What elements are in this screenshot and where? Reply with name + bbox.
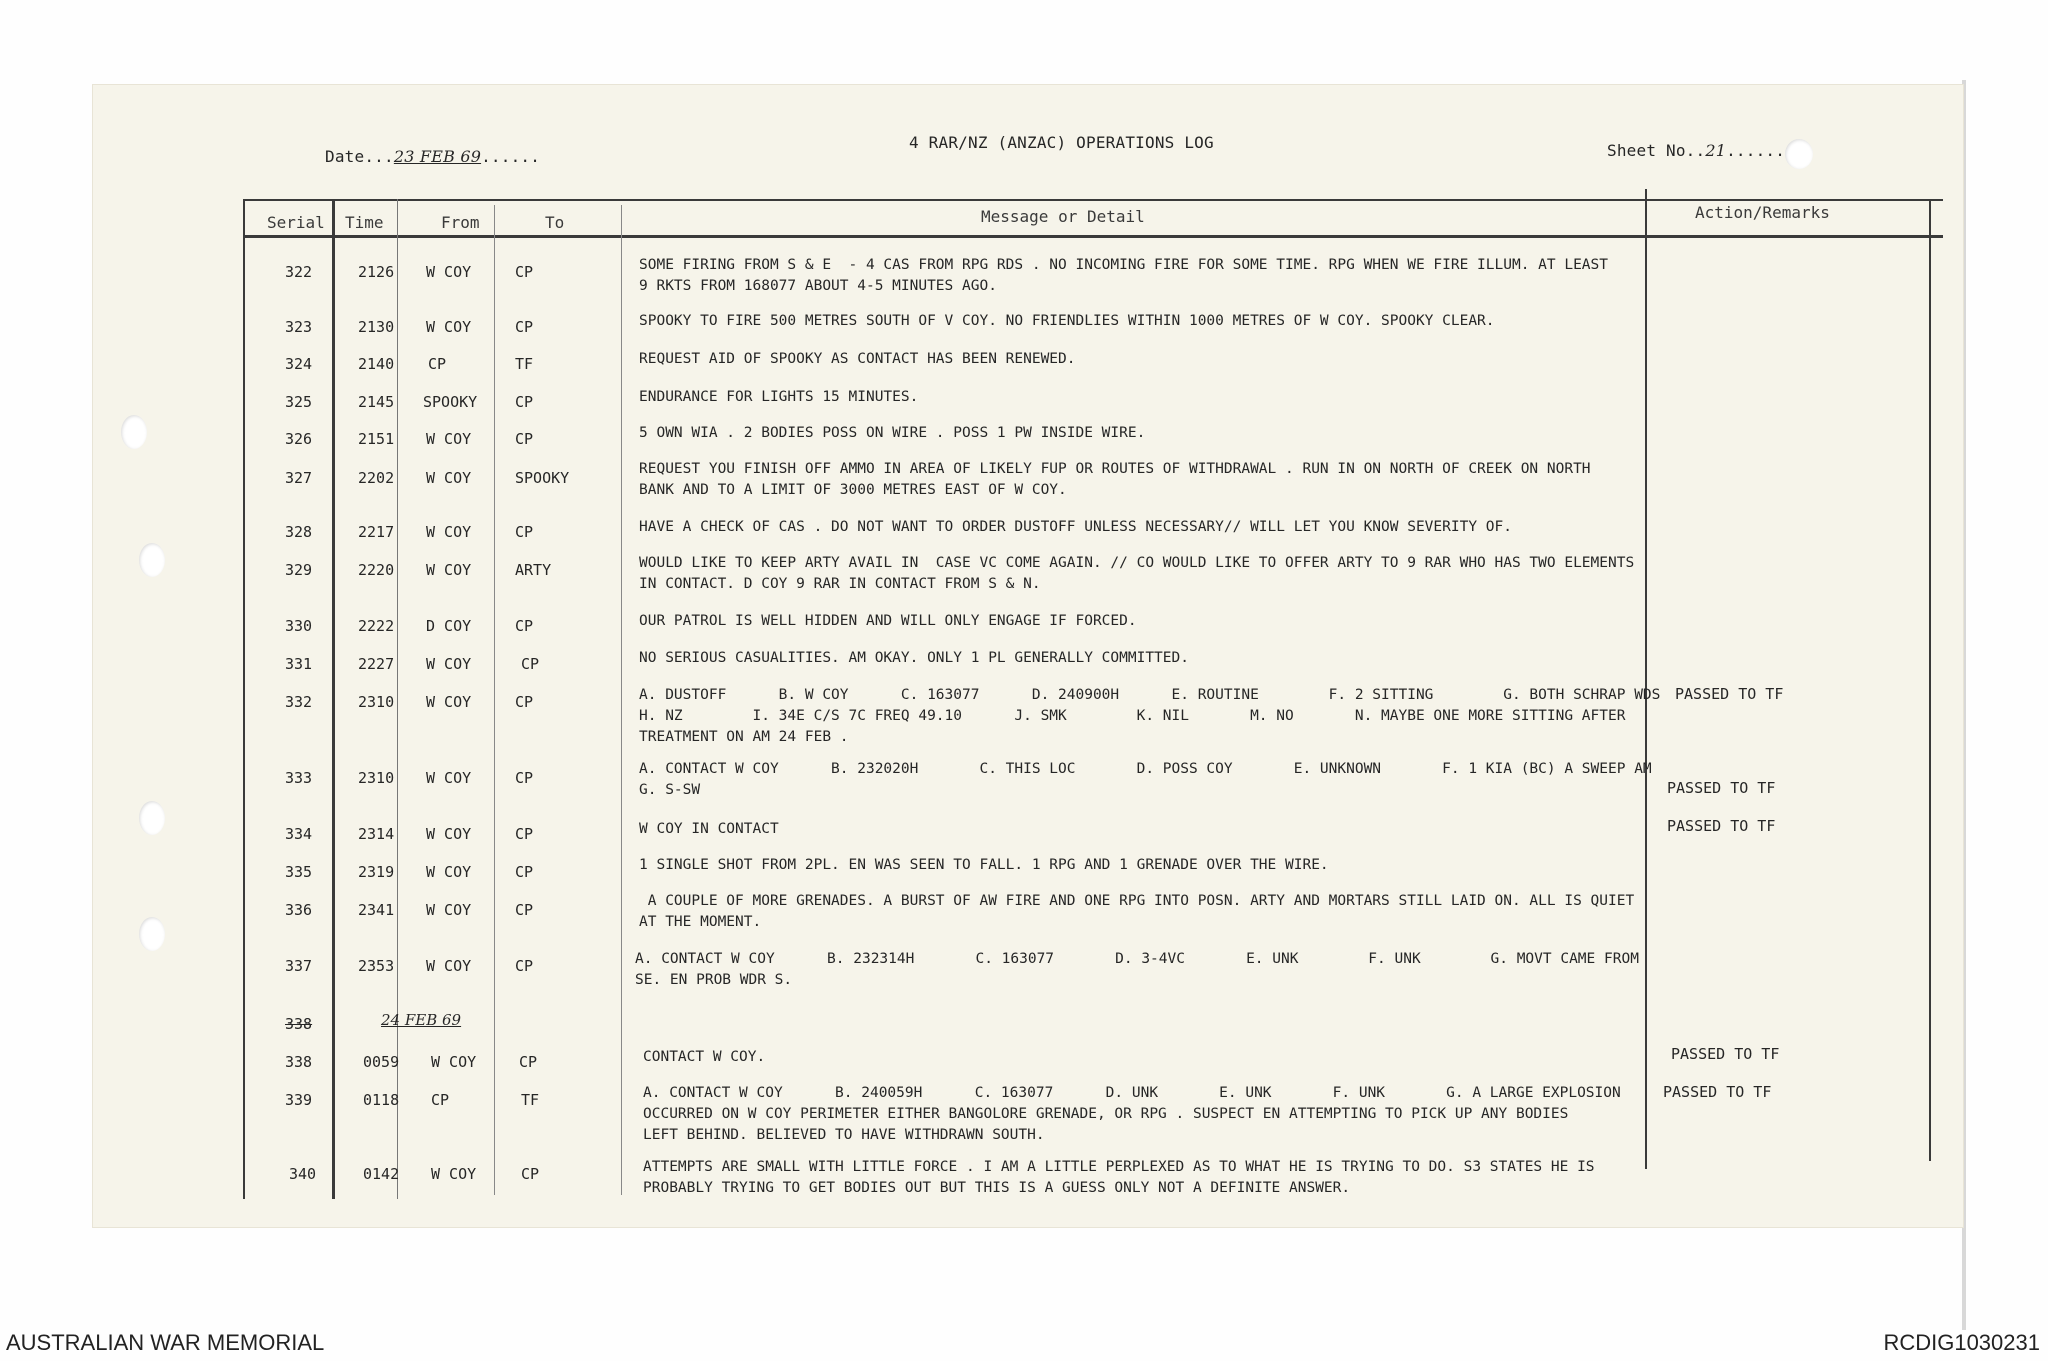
from-cell: SPOOKY xyxy=(423,393,478,411)
message-cell: ENDURANCE FOR LIGHTS 15 MINUTES. xyxy=(639,389,919,405)
time-cell: 2319 xyxy=(358,863,395,881)
remark-cell: PASSED TO TF xyxy=(1663,1083,1772,1101)
serial-cell: 340 xyxy=(289,1165,317,1183)
to-cell: CP xyxy=(515,430,534,448)
to-cell: CP xyxy=(519,1053,538,1071)
col-time: Time xyxy=(345,213,384,232)
time-cell: 2353 xyxy=(358,957,395,975)
to-cell: CP xyxy=(515,523,534,541)
to-cell: CP xyxy=(515,318,534,336)
from-cell: W COY xyxy=(426,863,472,881)
to-cell: TF xyxy=(515,355,534,373)
serial-cell: 332 xyxy=(285,693,313,711)
from-cell: W COY xyxy=(426,957,472,975)
table-top-rule xyxy=(243,199,1943,201)
date-value: 23 FEB 69 xyxy=(393,147,482,166)
serial-cell: 339 xyxy=(285,1091,313,1109)
serial-cell: 331 xyxy=(285,655,313,673)
message-cell: ATTEMPTS ARE SMALL WITH LITTLE FORCE . I AM A LITTLE PERPLEXED AS TO WHAT HE IS TRYING TO DO. S3 STATES HE IS PROBABLY TRYING TO GET BODIES OUT BUT THIS IS A GUESS ONLY NOT A DEFINITE ANSWER. xyxy=(643,1159,1595,1196)
serial-cell: 336 xyxy=(285,901,313,919)
time-cell: 2140 xyxy=(358,355,395,373)
col-serial: Serial xyxy=(267,213,325,232)
to-cell: CP xyxy=(521,655,540,673)
to-cell: CP xyxy=(515,769,534,787)
from-cell: W COY xyxy=(426,561,472,579)
binder-hole xyxy=(1785,139,1813,169)
from-cell: CP xyxy=(428,355,447,373)
footer-left: AUSTRALIAN WAR MEMORIAL xyxy=(6,1330,325,1355)
time-cell: 0118 xyxy=(363,1091,400,1109)
time-cell: 2130 xyxy=(358,318,395,336)
message-cell: CONTACT W COY. xyxy=(643,1049,766,1065)
message-cell: REQUEST YOU FINISH OFF AMMO IN AREA OF LIKELY FUP OR ROUTES OF WITHDRAWAL . RUN IN ON NORTH OF CREEK ON NORTH BANK AND TO A LIMIT OF 3000 METRES EAST OF W COY. xyxy=(639,461,1591,498)
serial-cell: 330 xyxy=(285,617,313,635)
binder-hole xyxy=(139,917,165,951)
col-message: Message or Detail xyxy=(981,207,1145,226)
serial-cell: 333 xyxy=(285,769,313,787)
time-cell: 2227 xyxy=(358,655,395,673)
to-cell: CP xyxy=(515,825,534,843)
message-cell: NO SERIOUS CASUALITIES. AM OKAY. ONLY 1 PL GENERALLY COMMITTED. xyxy=(639,650,1189,666)
to-cell: CP xyxy=(515,957,534,975)
to-cell: CP xyxy=(521,1165,540,1183)
sheet-number xyxy=(1607,141,1785,160)
time-cell: 2202 xyxy=(358,469,395,487)
message-cell: WOULD LIKE TO KEEP ARTY AVAIL IN CASE VC COME AGAIN. // CO WOULD LIKE TO OFFER ARTY TO 9 RAR WHO HAS TWO ELEMENTS IN CONTACT. D COY 9 RAR IN CONTACT FROM S & N. xyxy=(639,555,1635,592)
binder-hole xyxy=(121,415,147,449)
sheet-value: 21 xyxy=(1705,141,1727,160)
message-cell: 1 SINGLE SHOT FROM 2PL. EN WAS SEEN TO FALL. 1 RPG AND 1 GRENADE OVER THE WIRE. xyxy=(639,857,1329,873)
from-cell: W COY xyxy=(426,769,472,787)
time-cell: 2145 xyxy=(358,393,395,411)
message-cell: A. CONTACT W COY B. 232314H C. 163077 D. 3-4VC E. UNK F. UNK G. MOVT CAME FROM SE. EN PROB WDR S. xyxy=(635,951,1639,988)
message-cell: A COUPLE OF MORE GRENADES. A BURST OF AW FIRE AND ONE RPG INTO POSN. ARTY AND MORTARS STILL LAID ON. ALL IS QUIET AT THE MOMENT. xyxy=(639,893,1635,930)
serial-cell: 334 xyxy=(285,825,313,843)
to-cell: CP xyxy=(515,693,534,711)
from-cell: W COY xyxy=(426,901,472,919)
message-cell: HAVE A CHECK OF CAS . DO NOT WANT TO ORDER DUSTOFF UNLESS NECESSARY// WILL LET YOU KNOW SEVERITY OF. xyxy=(639,519,1512,535)
to-message-divider xyxy=(621,205,622,1195)
serial-time-divider xyxy=(332,199,335,1199)
footer-right: RCDIG1030231 xyxy=(1883,1330,2040,1355)
time-cell: 2126 xyxy=(358,263,395,281)
to-cell: CP xyxy=(515,901,534,919)
time-cell: 0142 xyxy=(363,1165,400,1183)
serial-cell: 326 xyxy=(285,430,313,448)
message-cell: REQUEST AID OF SPOOKY AS CONTACT HAS BEEN RENEWED. xyxy=(639,351,1076,367)
message-action-divider xyxy=(1645,189,1647,1169)
right-border xyxy=(1929,199,1931,1161)
binder-hole xyxy=(139,801,165,835)
from-cell: W COY xyxy=(426,430,472,448)
remark-cell: PASSED TO TF xyxy=(1675,685,1784,703)
time-cell: 2151 xyxy=(358,430,395,448)
serial-cell: 338 xyxy=(285,1015,313,1033)
message-cell: A. DUSTOFF B. W COY C. 163077 D. 240900H E. ROUTINE F. 2 SITTING G. BOTH SCHRAP WDS H. NZ I. 34E C/S 7C FREQ 49.10 J. SMK K. NIL M. NO N. MAYBE ONE MORE SITTING AFTER TREATMENT ON AM 24 FEB . xyxy=(639,687,1661,745)
time-cell: 2341 xyxy=(358,901,395,919)
serial-cell: 335 xyxy=(285,863,313,881)
remark-cell: PASSED TO TF xyxy=(1667,817,1776,835)
from-cell: W COY xyxy=(426,693,472,711)
col-from: From xyxy=(441,213,480,232)
to-cell: CP xyxy=(515,617,534,635)
message-cell: W COY IN CONTACT xyxy=(639,821,779,837)
time-cell: 2217 xyxy=(358,523,395,541)
time-cell: 2310 xyxy=(358,769,395,787)
message-cell: A. CONTACT W COY B. 240059H C. 163077 D. UNK E. UNK F. UNK G. A LARGE EXPLOSION OCCURRED ON W COY PERIMETER EITHER BANGOLORE GRENADE, OR RPG . SUSPECT EN ATTEMPTING TO PICK UP ANY BODIES LEFT BEHIND. BELIEVED TO HAVE WITHDRAWN SOUTH. xyxy=(643,1085,1621,1143)
to-cell: SPOOKY xyxy=(515,469,570,487)
serial-cell: 338 xyxy=(285,1053,313,1071)
remark-cell: PASSED TO TF xyxy=(1667,779,1776,797)
to-cell: CP xyxy=(515,393,534,411)
serial-cell: 329 xyxy=(285,561,313,579)
from-cell: W COY xyxy=(426,655,472,673)
log-sheet xyxy=(92,84,1964,1228)
serial-cell: 337 xyxy=(285,957,313,975)
message-cell: SPOOKY TO FIRE 500 METRES SOUTH OF V COY. NO FRIENDLIES WITHIN 1000 METRES OF W COY. SPOOKY CLEAR. xyxy=(639,313,1495,329)
serial-cell: 325 xyxy=(285,393,313,411)
to-cell: CP xyxy=(515,863,534,881)
time-cell: 2222 xyxy=(358,617,395,635)
serial-cell: 323 xyxy=(285,318,313,336)
serial-cell: 327 xyxy=(285,469,313,487)
serial-cell: 322 xyxy=(285,263,313,281)
from-cell: W COY xyxy=(426,825,472,843)
from-cell: D COY xyxy=(426,617,472,635)
from-cell: W COY xyxy=(431,1053,477,1071)
from-cell: W COY xyxy=(426,263,472,281)
time-cell: 2314 xyxy=(358,825,395,843)
binder-hole xyxy=(139,543,165,577)
serial-cell: 328 xyxy=(285,523,313,541)
to-cell: TF xyxy=(521,1091,540,1109)
to-cell: CP xyxy=(515,263,534,281)
sheet-prefix: Sheet No.. xyxy=(1607,141,1706,160)
date-line: 24 FEB 69 xyxy=(381,1011,462,1029)
left-border xyxy=(243,199,245,1199)
from-cell: W COY xyxy=(426,318,472,336)
date-field xyxy=(325,147,540,166)
col-to: To xyxy=(545,213,565,232)
to-cell: ARTY xyxy=(515,561,552,579)
message-cell: A. CONTACT W COY B. 232020H C. THIS LOC D. POSS COY E. UNKNOWN F. 1 KIA (BC) A SWEEP AM G. S-SW xyxy=(639,761,1652,798)
from-cell: W COY xyxy=(426,523,472,541)
from-cell: CP xyxy=(431,1091,450,1109)
time-cell: 2220 xyxy=(358,561,395,579)
message-cell: SOME FIRING FROM S & E - 4 CAS FROM RPG RDS . NO INCOMING FIRE FOR SOME TIME. RPG WHEN WE FIRE ILLUM. AT LEAST 9 RKTS FROM 168077 ABOUT 4-5 MINUTES AGO. xyxy=(639,257,1609,294)
date-prefix: Date... xyxy=(325,147,394,166)
message-cell: 5 OWN WIA . 2 BODIES POSS ON WIRE . POSS 1 PW INSIDE WIRE. xyxy=(639,425,1146,441)
from-cell: W COY xyxy=(426,469,472,487)
table-header-rule xyxy=(243,235,1943,238)
time-cell: 0059 xyxy=(363,1053,400,1071)
message-cell: OUR PATROL IS WELL HIDDEN AND WILL ONLY ENGAGE IF FORCED. xyxy=(639,613,1137,629)
serial-cell: 324 xyxy=(285,355,313,373)
date-suffix: ...... xyxy=(481,147,541,166)
from-to-divider xyxy=(494,205,495,1195)
log-title: 4 RAR/NZ (ANZAC) OPERATIONS LOG xyxy=(909,133,1214,152)
from-cell: W COY xyxy=(431,1165,477,1183)
sheet-suffix: ...... xyxy=(1726,141,1786,160)
time-cell: 2310 xyxy=(358,693,395,711)
time-from-divider xyxy=(397,199,398,1199)
remark-cell: PASSED TO TF xyxy=(1671,1045,1780,1063)
col-action: Action/Remarks xyxy=(1695,203,1830,222)
